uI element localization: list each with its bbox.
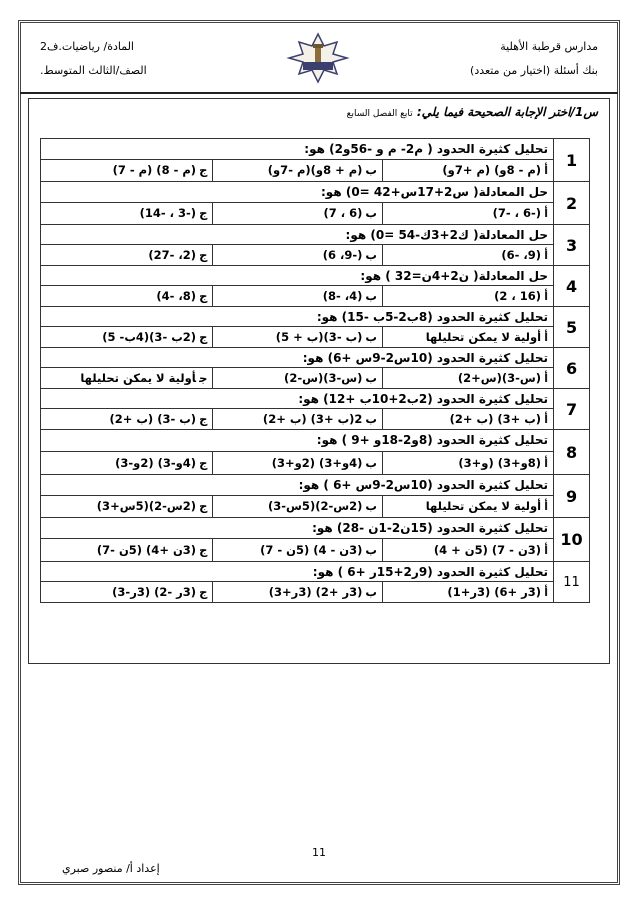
question-text: تحليل كثيرة الحدود (15ن2-1ن -28) هو: — [41, 518, 554, 539]
option-letter-a: أ — [544, 206, 549, 221]
option-a[interactable] — [382, 327, 553, 348]
option-c[interactable] — [41, 159, 213, 181]
option-c[interactable] — [41, 495, 213, 517]
page-number: 11 — [312, 846, 326, 859]
option-b[interactable] — [213, 286, 383, 307]
option-text: (م - 8) (م - 7) — [112, 163, 197, 178]
option-text: (4و+3) (2و+3) — [271, 455, 363, 470]
option-text: (3ر -2) (3ر-3) — [112, 585, 197, 599]
option-text: (6 ، 7) — [323, 206, 363, 221]
option-letter-a: أ — [544, 371, 549, 385]
option-c[interactable] — [41, 409, 213, 430]
option-text: (س-3)(س+2) — [457, 371, 542, 385]
question-number: 11 — [554, 562, 590, 603]
header-divider — [20, 92, 618, 94]
question-number: 8 — [554, 430, 590, 475]
subject-label: المادة/ رياضيات.ف2 — [40, 40, 134, 53]
options-row — [41, 539, 590, 562]
question-text: تحليل كثيرة الحدود ( م2- م و -56و2) هو: — [41, 139, 554, 160]
option-c[interactable] — [41, 286, 213, 307]
option-a[interactable] — [382, 159, 553, 181]
question-number: 4 — [554, 266, 590, 307]
option-c[interactable] — [41, 582, 213, 603]
option-letter-a: أ — [544, 330, 549, 344]
question-number: 9 — [554, 475, 590, 518]
option-b[interactable] — [213, 327, 383, 348]
option-b[interactable] — [213, 539, 383, 562]
option-letter-c: ج — [199, 585, 208, 599]
options-row — [41, 159, 590, 181]
question-text: تحليل كثيرة الحدود (10س2-9س +6) هو: — [41, 348, 554, 368]
question-number: 2 — [554, 182, 590, 225]
option-text: (2س-2)(5س-3) — [267, 499, 363, 514]
option-b[interactable] — [213, 159, 383, 181]
option-text: (16 ، 2) — [494, 289, 542, 303]
option-letter-a: أ — [544, 543, 549, 558]
question-number: 5 — [554, 307, 590, 348]
question-row — [41, 389, 590, 409]
option-text: 2(ب +3) (ب +2) — [262, 412, 363, 426]
option-letter-c: ج — [199, 412, 208, 426]
option-c[interactable] — [41, 368, 213, 389]
option-letter-c: ج — [199, 499, 208, 514]
question-text: حل المعادلة( س2+17س+42 =0) هو: — [41, 182, 554, 203]
option-letter-b: ب — [365, 289, 377, 303]
question-text: تحليل كثيرة الحدود (8ب2-5ب -15) هو: — [41, 307, 554, 327]
option-b[interactable] — [213, 582, 383, 603]
option-text: (م + 8و)(م -7و) — [267, 163, 363, 178]
options-row — [41, 286, 590, 307]
option-letter-c: ج — [199, 543, 208, 558]
option-letter-c: ج — [199, 455, 208, 470]
options-row — [41, 409, 590, 430]
option-letter-b: ب — [365, 330, 377, 344]
option-letter-a: أ — [544, 585, 549, 599]
option-b[interactable] — [213, 202, 383, 224]
option-letter-c: ج — [199, 371, 208, 385]
options-row — [41, 327, 590, 348]
option-letter-a: أ — [544, 163, 549, 178]
question-row — [41, 430, 590, 452]
option-a[interactable] — [382, 582, 553, 603]
option-b[interactable] — [213, 245, 383, 266]
question-text: تحليل كثيرة الحدود (9ر2+15ر +6 ) هو: — [41, 562, 554, 582]
option-letter-b: ب — [365, 412, 377, 426]
option-text: (ب -3)(ب + 5) — [275, 330, 363, 344]
option-a[interactable] — [382, 409, 553, 430]
option-text: (-6 ، -7) — [492, 206, 542, 221]
question-row — [41, 225, 590, 245]
option-c[interactable] — [41, 327, 213, 348]
option-letter-a: أ — [544, 289, 549, 303]
option-letter-c: ج — [199, 330, 208, 344]
question-row — [41, 475, 590, 496]
option-text: (4، -8) — [322, 289, 363, 303]
options-row — [41, 451, 590, 474]
options-row — [41, 245, 590, 266]
option-text: (2، -27) — [148, 248, 197, 262]
grade-label: الصف/الثالث المتوسط. — [40, 64, 147, 77]
option-text: (ب -3) (ب +2) — [109, 412, 197, 426]
option-text: (8، -4) — [156, 289, 197, 303]
options-row — [41, 202, 590, 224]
options-row — [41, 495, 590, 517]
option-c[interactable] — [41, 539, 213, 562]
section-title-text: س1/اختر الإجابة الصحيحة فيما يلي: — [416, 105, 598, 119]
option-b[interactable] — [213, 451, 383, 474]
option-letter-a: أ — [544, 499, 549, 514]
option-letter-c: ج — [199, 206, 208, 221]
question-text: تحليل كثيرة الحدود (10س2-9س +6 ) هو: — [41, 475, 554, 496]
option-text: (4و-3) (2و-3) — [115, 455, 197, 470]
option-letter-b: ب — [365, 163, 377, 178]
option-a[interactable] — [382, 245, 553, 266]
option-text: أولية لا يمكن تحليلها — [425, 330, 542, 344]
option-a[interactable] — [382, 495, 553, 517]
question-bank-label: بنك أسئلة (اختيار من متعدد) — [470, 64, 598, 77]
option-a[interactable] — [382, 539, 553, 562]
section-title — [347, 105, 598, 119]
option-text: (3ن - 7) (5ن + 4) — [433, 543, 542, 558]
option-c[interactable] — [41, 202, 213, 224]
options-row — [41, 582, 590, 603]
question-text: تحليل كثيرة الحدود (8و2-18و +9 ) هو: — [41, 430, 554, 452]
option-c[interactable] — [41, 245, 213, 266]
question-number: 7 — [554, 389, 590, 430]
question-number: 3 — [554, 225, 590, 266]
question-number: 1 — [554, 139, 590, 182]
option-text: (2ب -3)(4ب- 5) — [102, 330, 197, 344]
option-text: (9، -6) — [501, 248, 542, 262]
option-letter-b: ب — [365, 371, 377, 385]
option-text: أولية لا يمكن تحليلها — [80, 371, 197, 385]
option-a[interactable] — [382, 368, 553, 389]
question-row — [41, 562, 590, 582]
option-text: (-9، 6) — [322, 248, 363, 262]
author-credit: إعداد أ/ منصور صبري — [62, 862, 160, 875]
option-letter-c: ج — [199, 289, 208, 303]
question-text: تحليل كثيرة الحدود (2ب2+10ب +12) هو: — [41, 389, 554, 409]
school-logo — [285, 32, 351, 84]
option-text: (ب +3) (ب +2) — [449, 412, 542, 426]
option-b[interactable] — [213, 495, 383, 517]
question-number: 6 — [554, 348, 590, 389]
option-b[interactable] — [213, 368, 383, 389]
option-letter-b: ب — [365, 455, 377, 470]
option-text: (-3 ، -14) — [139, 206, 197, 221]
questions-table — [40, 138, 590, 603]
question-row — [41, 348, 590, 368]
option-letter-b: ب — [365, 585, 377, 599]
question-row — [41, 266, 590, 286]
option-text: (2س-2)(5س+3) — [96, 499, 197, 514]
option-text: (س-3)(س-2) — [284, 371, 363, 385]
section-subtitle: تابع الفصل السابع — [346, 109, 413, 119]
question-text: حل المعادلة( ك2+3ك-54 =0) هو: — [41, 225, 554, 245]
option-letter-a: أ — [544, 248, 549, 262]
school-name: مدارس قرطبة الأهلية — [500, 40, 598, 53]
question-row — [41, 307, 590, 327]
option-letter-a: أ — [544, 455, 549, 470]
option-letter-a: أ — [544, 412, 549, 426]
question-number: 10 — [554, 518, 590, 562]
option-text: (3ن +4) (5ن -7) — [96, 543, 197, 558]
option-a[interactable] — [382, 286, 553, 307]
option-text: (3ر +6) (3ر+1) — [447, 585, 542, 599]
option-letter-b: ب — [365, 499, 377, 514]
option-text: (م - 8و) (م +7و) — [442, 163, 542, 178]
option-letter-b: ب — [365, 248, 377, 262]
question-row — [41, 182, 590, 203]
option-letter-c: ج — [199, 248, 208, 262]
option-text: (3ر +2) (3ر+3) — [268, 585, 363, 599]
option-letter-b: ب — [365, 543, 377, 558]
options-row — [41, 368, 590, 389]
question-text: حل المعادلة( ن2+4ن=32 ) هو: — [41, 266, 554, 286]
option-c[interactable] — [41, 451, 213, 474]
option-text: (3ن - 4) (5ن - 7) — [260, 543, 363, 558]
option-letter-c: ج — [199, 163, 208, 178]
option-a[interactable] — [382, 202, 553, 224]
option-b[interactable] — [213, 409, 383, 430]
option-text: (8و+3) (و+3) — [458, 455, 542, 470]
question-row — [41, 139, 590, 160]
option-a[interactable] — [382, 451, 553, 474]
option-text: أولية لا يمكن تحليلها — [425, 499, 542, 514]
question-row — [41, 518, 590, 539]
option-letter-b: ب — [365, 206, 377, 221]
